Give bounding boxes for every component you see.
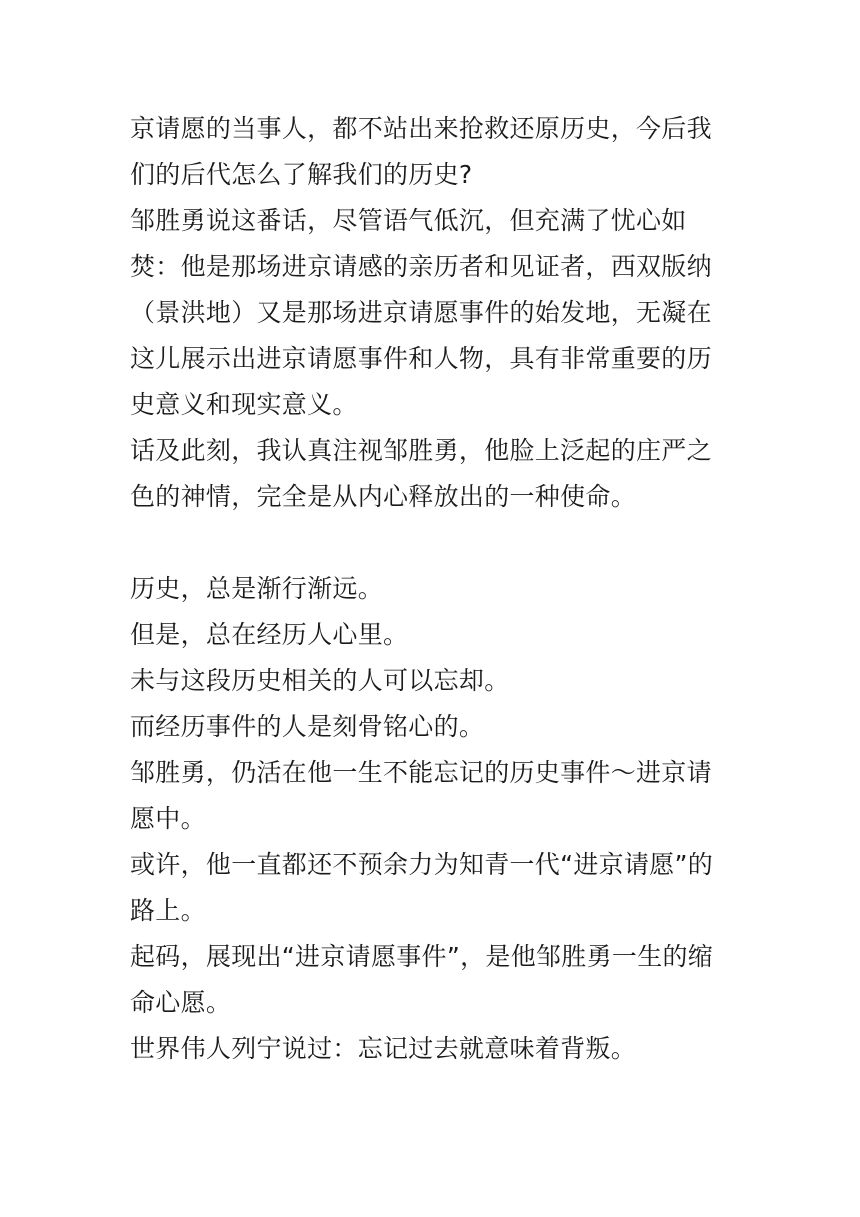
paragraph: 邹胜勇，仍活在他一生不能忘记的历史事件～进京请愿中。: [130, 758, 712, 833]
paragraph: 邹胜勇说这番话，尽管语气低沉，但充满了忧心如焚：他是那场进京请感的亲历者和见证者，西双版纳（景洪地）又是那场进京请愿事件的始发地，无凝在这儿展示出进京请愿事件和人物，具有非常重要的历史意义和现实意义。: [130, 206, 712, 419]
paragraph: 世界伟人列宁说过：忘记过去就意味着背叛。: [130, 1034, 637, 1063]
paragraph: 京请愿的当事人，都不站出来抢救还原历史，今后我们的后代怎么了解我们的历史?: [130, 114, 712, 189]
paragraph: 起码，展现出“进京请愿事件”，是他邹胜勇一生的缩命心愿。: [130, 942, 714, 1017]
section-one: [130, 106, 730, 520]
paragraph: 而经历事件的人是刻骨铭心的。: [130, 712, 485, 741]
paragraph: 未与这段历史相关的人可以忘却。: [130, 666, 510, 695]
paragraph: 或许，他一直都还不预余力为知青一代“进京请愿”的路上。: [130, 850, 714, 925]
paragraph: 话及此刻，我认真注视邹胜勇，他脸上泛起的庄严之色的神情，完全是从内心释放出的一种使命。: [130, 436, 712, 511]
paragraph: 历史，总是渐行渐远。: [130, 574, 384, 603]
document-page: [130, 106, 730, 1072]
paragraph: 但是，总在经历人心里。: [130, 620, 409, 649]
blank-line: [130, 520, 730, 566]
section-two: [130, 566, 730, 1072]
